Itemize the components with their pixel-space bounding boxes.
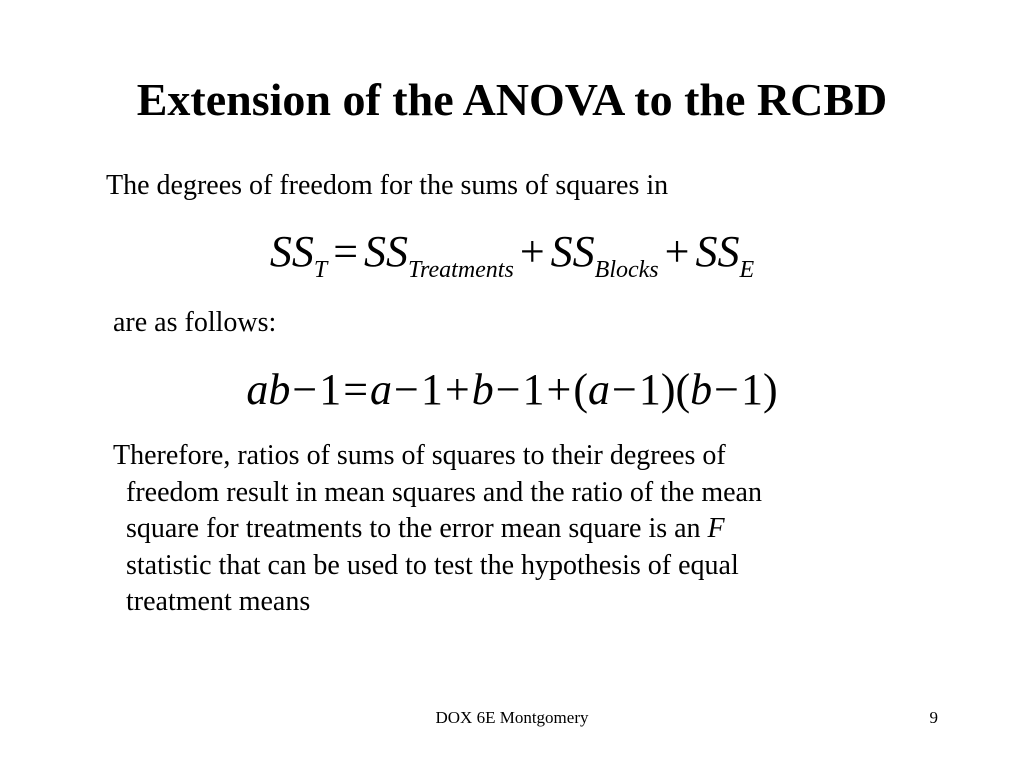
- eq-term: b: [471, 365, 494, 414]
- eq-term: a: [588, 365, 610, 414]
- paren: (: [573, 365, 588, 414]
- slide-title: Extension of the ANOVA to the RCBD: [136, 74, 888, 125]
- minus-sign: −: [612, 365, 637, 414]
- paragraph-line: freedom result in mean squares and the ratio of the mean: [126, 476, 762, 508]
- plus-sign: +: [664, 227, 690, 276]
- paragraph-line: treatment means: [126, 586, 311, 617]
- ss-symbol: SS: [550, 227, 595, 276]
- plus-sign: +: [444, 365, 470, 414]
- ss-subscript-treatments: Treatments: [408, 257, 514, 283]
- page-number: 9: [929, 708, 938, 727]
- paragraph-line: Therefore, ratios of sums of squares to their degrees of: [113, 440, 726, 471]
- ss-symbol: SS: [269, 227, 314, 276]
- equals-sign: =: [333, 227, 359, 276]
- follows-text: are as follows:: [113, 307, 277, 338]
- ss-subscript-e: E: [739, 257, 755, 283]
- minus-sign: −: [394, 365, 419, 414]
- ss-error: [695, 227, 755, 283]
- conclusion-paragraph: [113, 438, 913, 621]
- plus-sign: +: [519, 227, 545, 276]
- sum-of-squares-equation: [0, 222, 1024, 282]
- ss-subscript-t: T: [313, 257, 328, 283]
- eq-number: 1: [319, 365, 342, 414]
- minus-sign: −: [714, 365, 739, 414]
- eq-term: b: [690, 365, 713, 414]
- eq-number: 1: [522, 365, 545, 414]
- degrees-of-freedom-equation: [0, 360, 1024, 420]
- eq-number: 1: [420, 365, 443, 414]
- plus-sign: +: [546, 365, 572, 414]
- f-statistic-symbol: F: [707, 513, 725, 544]
- eq-number: 1: [638, 365, 661, 414]
- paragraph-text: square for treatments to the error mean square is an: [126, 513, 708, 544]
- ss-symbol: SS: [695, 227, 740, 276]
- ss-treatments: [364, 227, 514, 283]
- minus-sign: −: [495, 365, 521, 414]
- minus-sign: −: [292, 365, 318, 414]
- equals-sign: =: [343, 365, 369, 414]
- footer-text: DOX 6E Montgomery: [435, 708, 589, 727]
- ss-blocks: [550, 227, 659, 283]
- ss-subscript-blocks: Blocks: [594, 257, 659, 283]
- eq-number: 1: [740, 365, 763, 414]
- paren: ): [762, 365, 778, 414]
- paren: ): [660, 365, 676, 414]
- eq-term: a: [370, 365, 393, 414]
- ss-symbol: SS: [364, 227, 409, 276]
- ss-total: [269, 227, 328, 283]
- eq-term: ab: [246, 365, 291, 414]
- intro-text: The degrees of freedom for the sums of squares in: [106, 170, 669, 201]
- paragraph-line: statistic that can be used to test the hypothesis of equal: [126, 549, 739, 581]
- paren: (: [675, 365, 691, 414]
- paragraph-line: [113, 511, 913, 548]
